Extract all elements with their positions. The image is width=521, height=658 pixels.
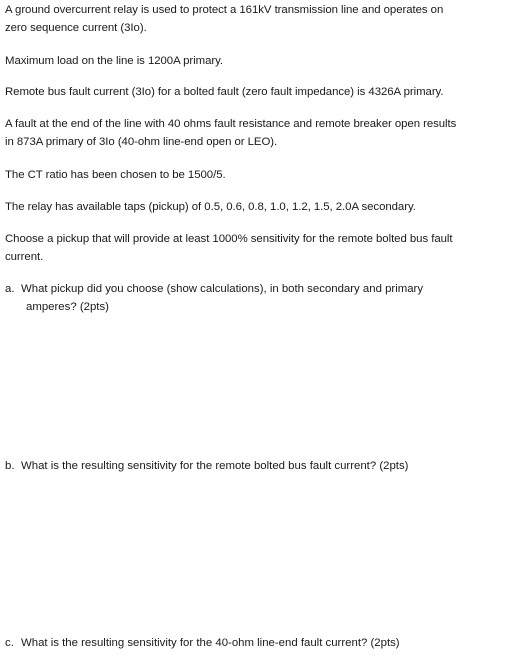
line-end-line-1: A fault at the end of the line with 40 ohms fault resistance and remote breaker open results [5,118,457,130]
remote-fault-paragraph: Remote bus fault current (3Io) for a bolted fault (zero fault impedance) is 4326A primary. [5,86,444,98]
question-a-line-2: amperes? (2pts) [26,301,109,313]
question-b [5,457,517,475]
intro-line-2: zero sequence current (3Io). [5,22,147,34]
choose-line-1: Choose a pickup that will provide at least 1000% sensitivity for the remote bolted bus fault [5,233,453,245]
question-a [5,280,517,316]
choose-pickup-paragraph [5,230,517,266]
question-b-marker: b. [5,460,15,472]
intro-line-1: A ground overcurrent relay is used to protect a 161kV transmission line and operates on [5,4,444,16]
question-a-marker: a. [5,283,15,295]
taps-paragraph: The relay has available taps (pickup) of 0.5, 0.6, 0.8, 1.0, 1.2, 1.5, 2.0A secondary. [5,201,416,213]
question-c [5,634,517,652]
question-b-line-1: What is the resulting sensitivity for the remote bolted bus fault current? (2pts) [21,460,409,472]
question-c-marker: c. [5,637,14,649]
line-end-fault-paragraph [5,115,517,151]
question-c-line-1: What is the resulting sensitivity for the 40-ohm line-end fault current? (2pts) [21,637,400,649]
line-end-line-2: in 873A primary of 3Io (40-ohm line-end open or LEO). [5,136,278,148]
choose-line-2: current. [5,251,44,263]
question-a-line-1: What pickup did you choose (show calculations), in both secondary and primary [21,283,424,295]
max-load-paragraph: Maximum load on the line is 1200A primary. [5,55,224,67]
ct-ratio-paragraph: The CT ratio has been chosen to be 1500/5. [5,169,226,181]
intro-paragraph [5,1,517,37]
